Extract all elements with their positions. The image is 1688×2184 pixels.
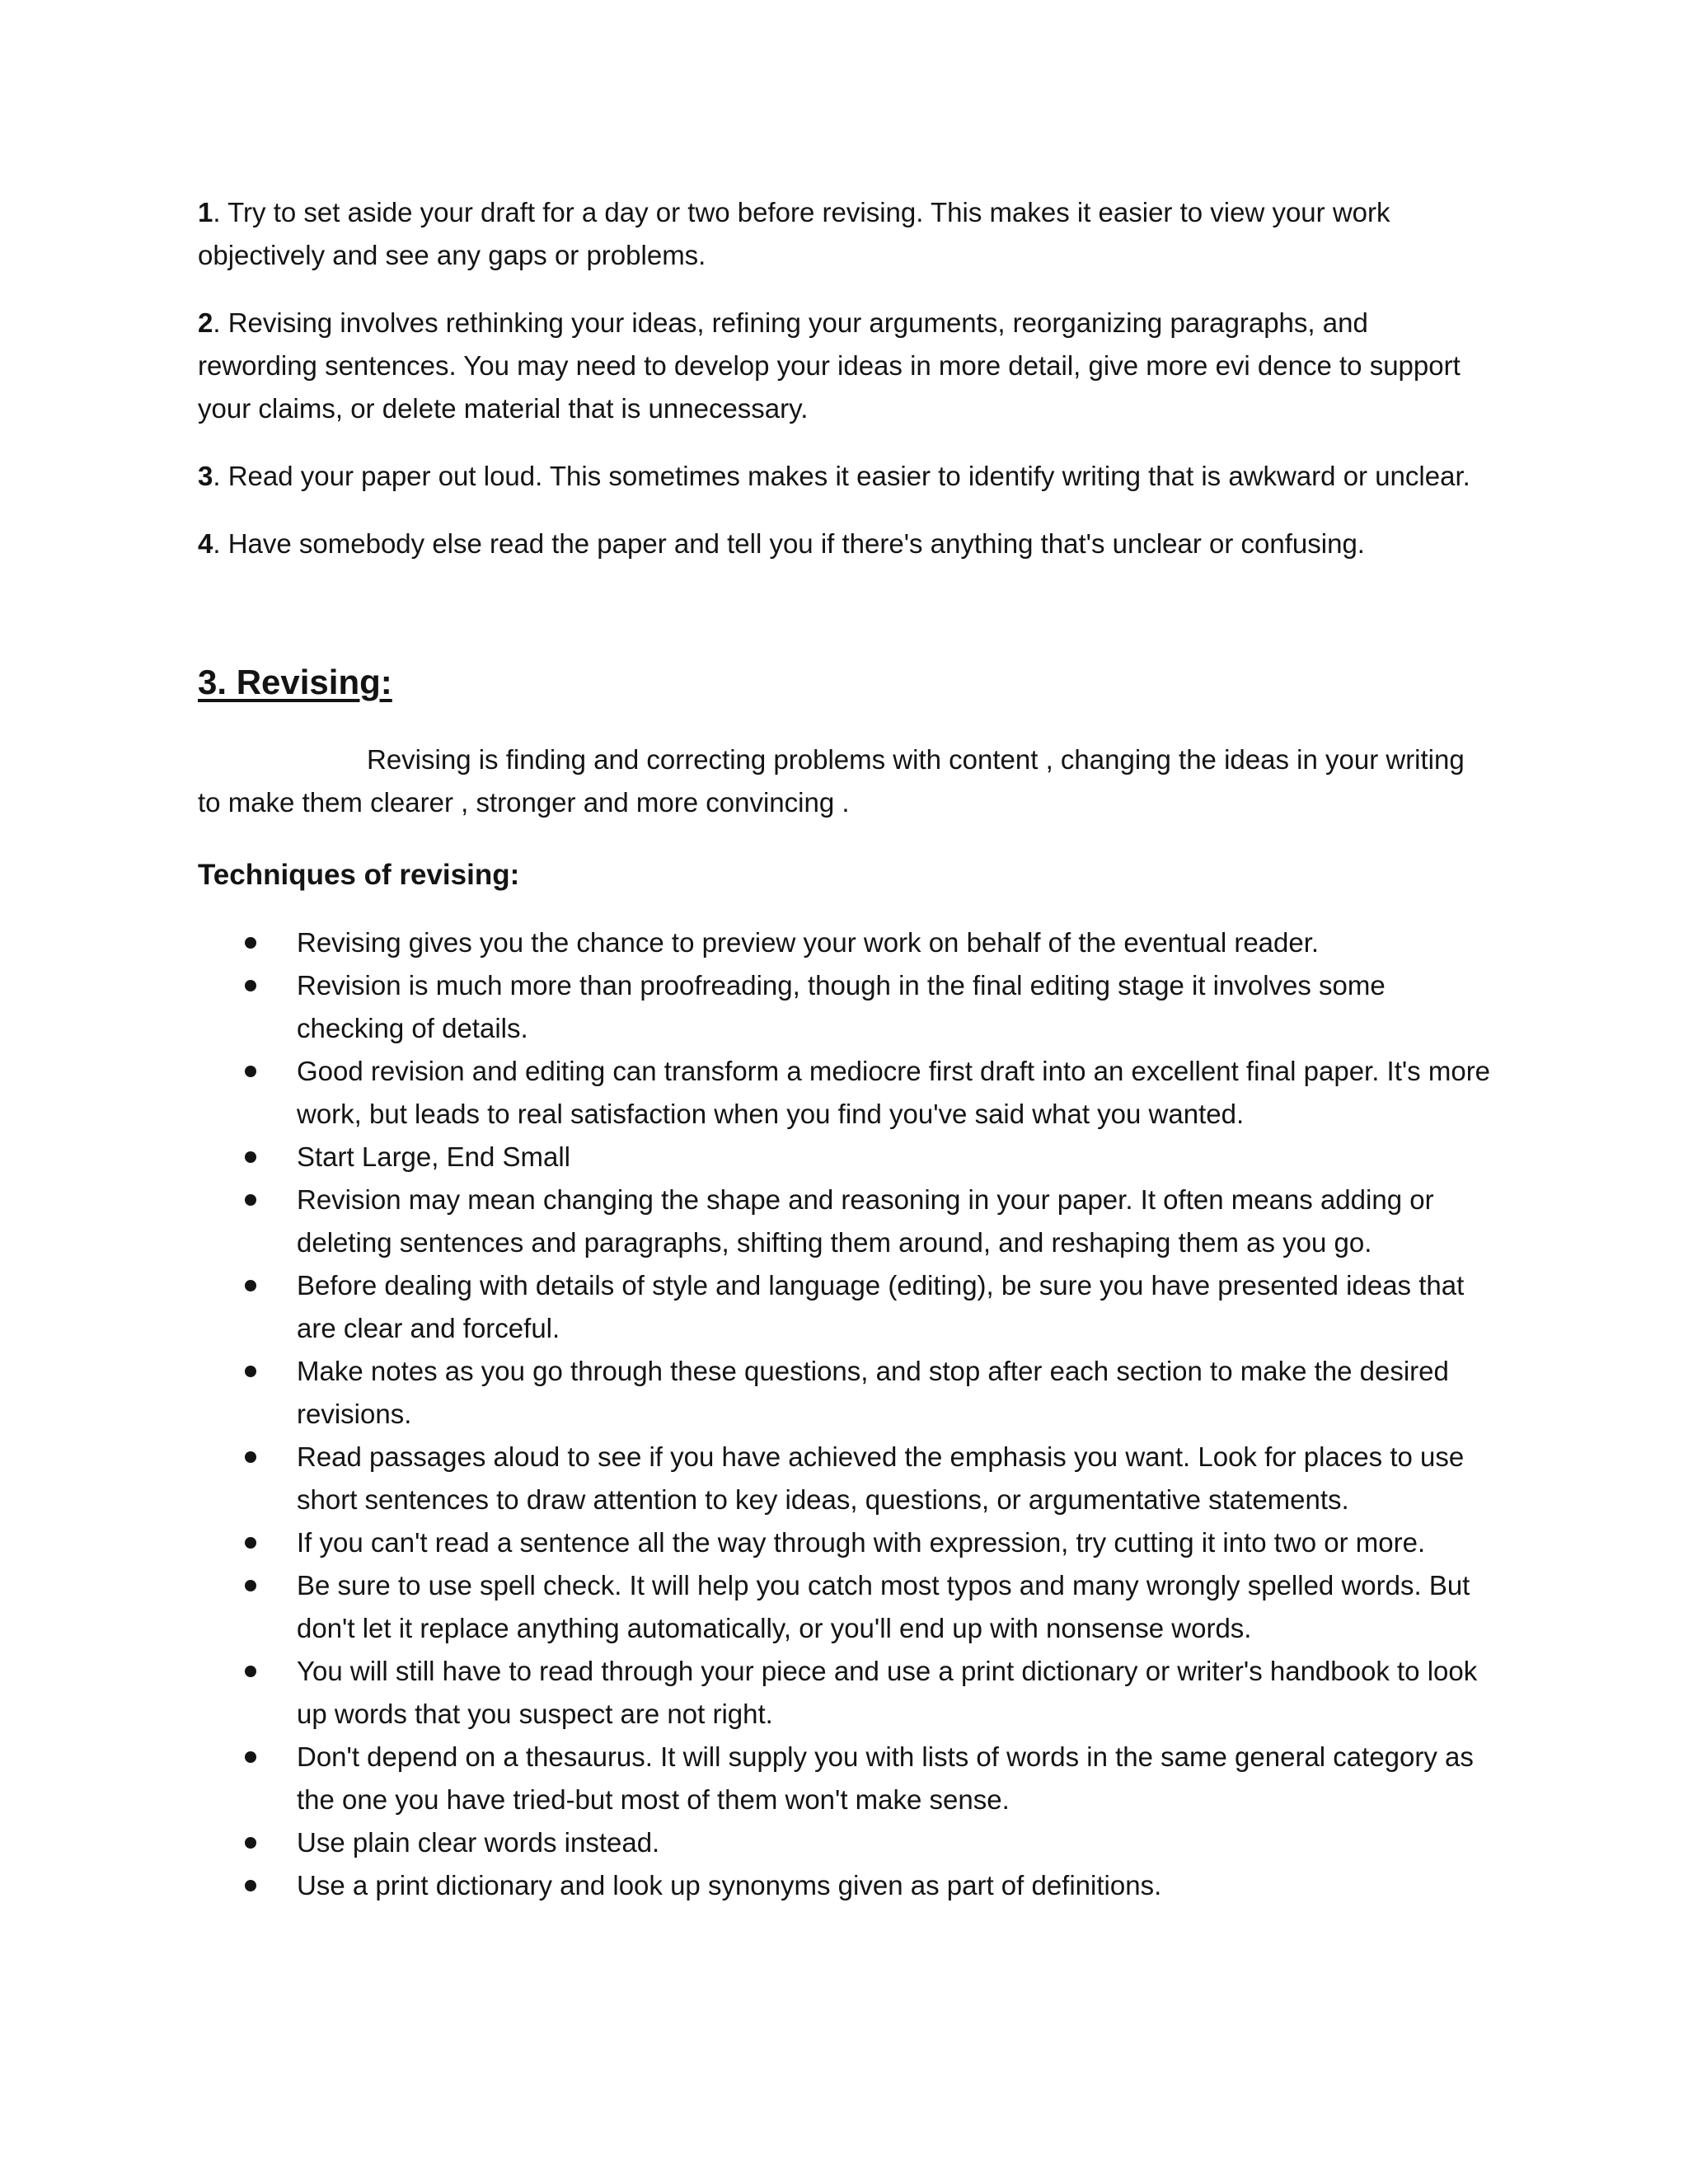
bullet-icon — [245, 1194, 256, 1206]
section-intro-text: Revising is finding and correcting problems with content , changing the ideas in your writing to make them clearer , stronger and more convincing . — [198, 744, 1465, 818]
list-item — [198, 1350, 1492, 1436]
bullet-icon — [245, 1537, 256, 1549]
list-item-text: Revision may mean changing the shape and reasoning in your paper. It often means adding or deleting sentences and paragraphs, shifting them around, and reshaping them as you go. — [297, 1184, 1434, 1258]
paragraph-text: . Have somebody else read the paper and tell you if there's anything that's unclear or confusing. — [213, 528, 1365, 559]
list-item — [198, 1821, 1492, 1864]
list-item-text: Read passages aloud to see if you have achieved the emphasis you want. Look for places to use short sentences to draw attention to key ideas, questions, or argumentative statements. — [297, 1441, 1465, 1515]
bullet-icon — [245, 1366, 256, 1377]
list-item — [198, 964, 1492, 1050]
bullet-icon — [245, 980, 256, 991]
list-item — [198, 1864, 1492, 1907]
bullet-icon — [245, 1151, 256, 1163]
list-item — [198, 1136, 1492, 1179]
bullet-icon — [245, 1451, 256, 1463]
bullet-icon — [245, 1751, 256, 1763]
list-item — [198, 921, 1492, 964]
bullet-icon — [245, 1880, 256, 1891]
numbered-paragraph-3 — [198, 455, 1492, 498]
list-item-text: Good revision and editing can transform a mediocre first draft into an excellent final paper. It's more work, but leads to real satisfaction when you find you've said what you wanted. — [297, 1056, 1491, 1129]
paragraph-number: 3 — [198, 461, 213, 491]
list-item-text: Be sure to use spell check. It will help you catch most typos and many wrongly spelled words. But don't let it replace anything automatically, or you'll end up with nonsense words. — [297, 1570, 1470, 1643]
section-intro — [198, 738, 1492, 824]
list-item-text: Revising gives you the chance to preview your work on behalf of the eventual reader. — [297, 927, 1320, 958]
paragraph-number: 1 — [198, 197, 213, 227]
list-item-text: Revision is much more than proofreading, though in the final editing stage it involves some checking of details. — [297, 970, 1386, 1043]
paragraph-text: . Try to set aside your draft for a day or two before revising. This makes it easier to view your work objectively and see any gaps or problems. — [198, 197, 1390, 270]
list-item-text: If you can't read a sentence all the way through with expression, try cutting it into two or more. — [297, 1527, 1426, 1558]
paragraph-number: 2 — [198, 307, 213, 338]
bullet-icon — [245, 1837, 256, 1849]
list-item — [198, 1436, 1492, 1521]
list-item-text: Start Large, End Small — [297, 1141, 570, 1172]
numbered-paragraph-4 — [198, 523, 1492, 565]
list-item — [198, 1650, 1492, 1736]
list-item-text: Don't depend on a thesaurus. It will supply you with lists of words in the same general category as the one you have tried-but most of them won't make sense. — [297, 1741, 1474, 1815]
list-item-text: Make notes as you go through these questions, and stop after each section to make the desired revisions. — [297, 1356, 1449, 1429]
list-item — [198, 1564, 1492, 1650]
paragraph-text: . Read your paper out loud. This sometimes makes it easier to identify writing that is awkward or unclear. — [213, 461, 1470, 491]
bullet-icon — [245, 937, 256, 949]
bullet-icon — [245, 1580, 256, 1591]
list-item-text: Use plain clear words instead. — [297, 1827, 660, 1858]
techniques-heading: Techniques of revising: — [198, 859, 520, 891]
list-item — [198, 1736, 1492, 1821]
bullet-icon — [245, 1666, 256, 1677]
paragraph-number: 4 — [198, 528, 213, 559]
bullet-icon — [245, 1066, 256, 1077]
section-heading: 3. Revising: — [198, 663, 392, 701]
list-item — [198, 1521, 1492, 1564]
numbered-paragraph-2 — [198, 302, 1492, 430]
paragraph-text: . Revising involves rethinking your ideas, refining your arguments, reorganizing paragraphs, and rewording sentences. You may need to develop your ideas in more detail, give more evi dence to support your claims, or delete material that is unnecessary. — [198, 307, 1461, 424]
techniques-list — [198, 921, 1492, 1907]
numbered-paragraph-1 — [198, 191, 1492, 277]
list-item-text: Before dealing with details of style and language (editing), be sure you have presented ideas that are clear and forceful. — [297, 1270, 1465, 1343]
list-item — [198, 1264, 1492, 1350]
list-item-text: You will still have to read through your piece and use a print dictionary or writer's handbook to look up words that you suspect are not right. — [297, 1656, 1478, 1729]
list-item — [198, 1050, 1492, 1136]
list-item-text: Use a print dictionary and look up synonyms given as part of definitions. — [297, 1870, 1162, 1900]
bullet-icon — [245, 1280, 256, 1291]
document-page — [198, 191, 1492, 1907]
list-item — [198, 1179, 1492, 1264]
